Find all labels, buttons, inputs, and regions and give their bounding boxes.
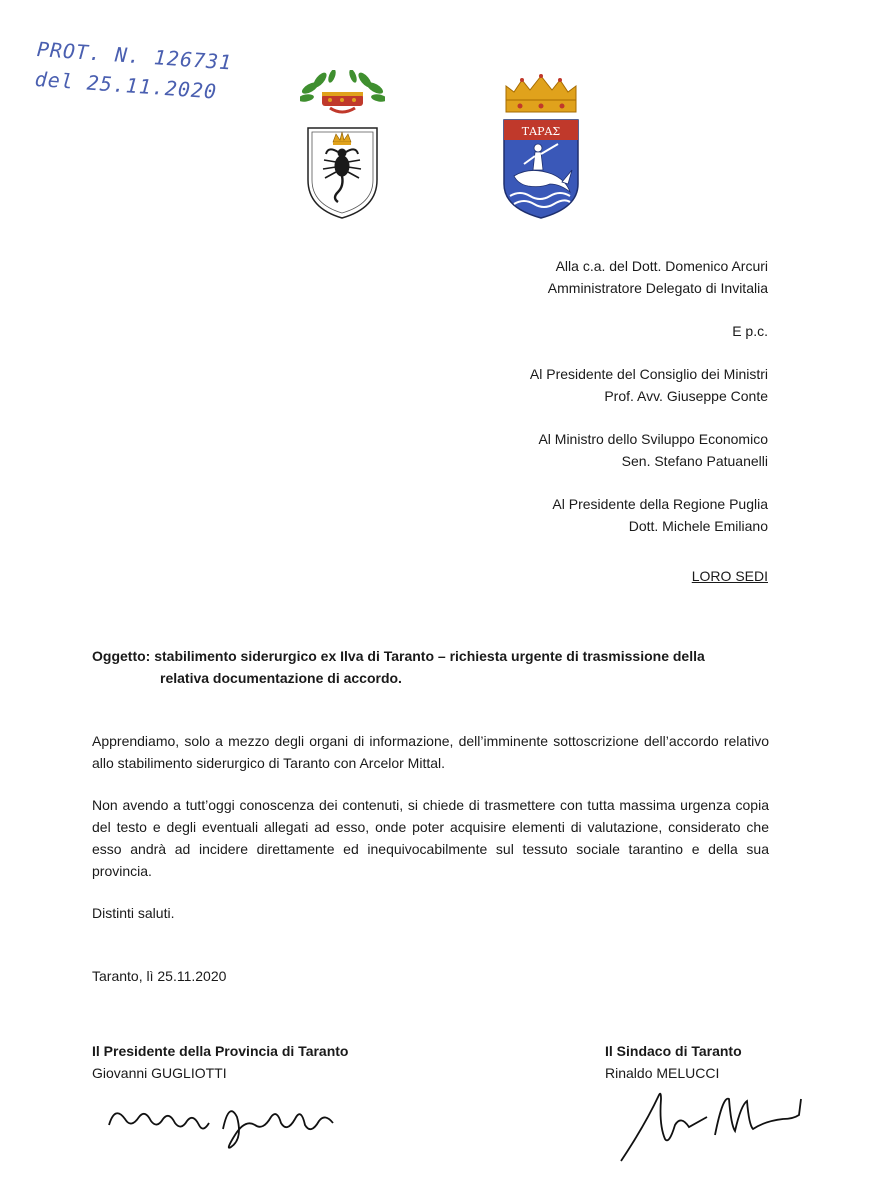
subject-line-2: relativa documentazione di accordo. [160,670,402,686]
recipient-line: Sen. Stefano Patuanelli [621,453,768,469]
signatory-city [605,1040,742,1084]
recipient-minister [348,428,768,472]
loro-sedi-group [348,565,768,587]
signatory-city-title: Il Sindaco di Taranto [605,1043,742,1059]
recipient-line: E p.c. [732,323,768,339]
letter-body [92,730,769,944]
recipient-line: Prof. Avv. Giuseppe Conte [604,388,768,404]
protocol-date: del 25.11.2020 [34,66,218,104]
recipient-cc-label [348,320,768,342]
signatory-province [92,1040,348,1084]
body-paragraph-1: Apprendiamo, solo a mezzo degli organi di informazione, dell’imminente sottoscrizione dell’accordo relativo allo stabilimento siderurgico di Taranto con Arcelor Mittal. [92,733,769,771]
recipient-line: Alla c.a. del Dott. Domenico Arcuri [555,258,768,274]
loro-sedi: LORO SEDI [691,568,768,584]
signatory-province-name: Giovanni GUGLIOTTI [92,1065,227,1081]
province-coat-of-arms-icon [300,70,385,222]
subject-line-1: Oggetto: stabilimento siderurgico ex Ilva di Taranto – richiesta urgente di trasmissione della [92,648,705,664]
signatory-province-title: Il Presidente della Provincia di Taranto [92,1043,349,1059]
recipient-line: Dott. Michele Emiliano [628,518,768,534]
city-motto: ΤΑΡΑΣ [521,125,561,138]
recipient-line: Al Ministro dello Sviluppo Economico [538,431,768,447]
letter-date: Taranto, lì 25.11.2020 [92,968,227,984]
protocol-handwritten-note [34,34,233,107]
recipient-region-president [348,493,768,537]
body-closing: Distinti saluti. [92,905,175,921]
recipient-line: Al Presidente del Consiglio dei Ministri [529,366,768,382]
recipients-block [348,255,768,608]
recipient-prime-minister [348,363,768,407]
recipient-invitalia [348,255,768,299]
protocol-number: PROT. N. 126731 [36,36,233,75]
city-coat-of-arms-icon [500,72,582,220]
signatory-city-name: Rinaldo MELUCCI [605,1065,720,1081]
subject [92,645,792,689]
recipient-line: Amministratore Delegato di Invitalia [547,280,768,296]
body-paragraph-2: Non avendo a tutt’oggi conoscenza dei contenuti, si chiede di trasmettere con tutta massima urgenza copia del testo e degli eventuali allegati ad esso, onde poter acquisire elementi di valutazione, considerato che esso andrà ad incidere direttamente ed inequivocabilmente sul tessuto sociale tarantino e della sua provincia. [92,797,769,879]
signature-city-icon [615,1085,815,1165]
signature-province-icon [105,1095,345,1155]
recipient-line: Al Presidente della Regione Puglia [552,496,768,512]
